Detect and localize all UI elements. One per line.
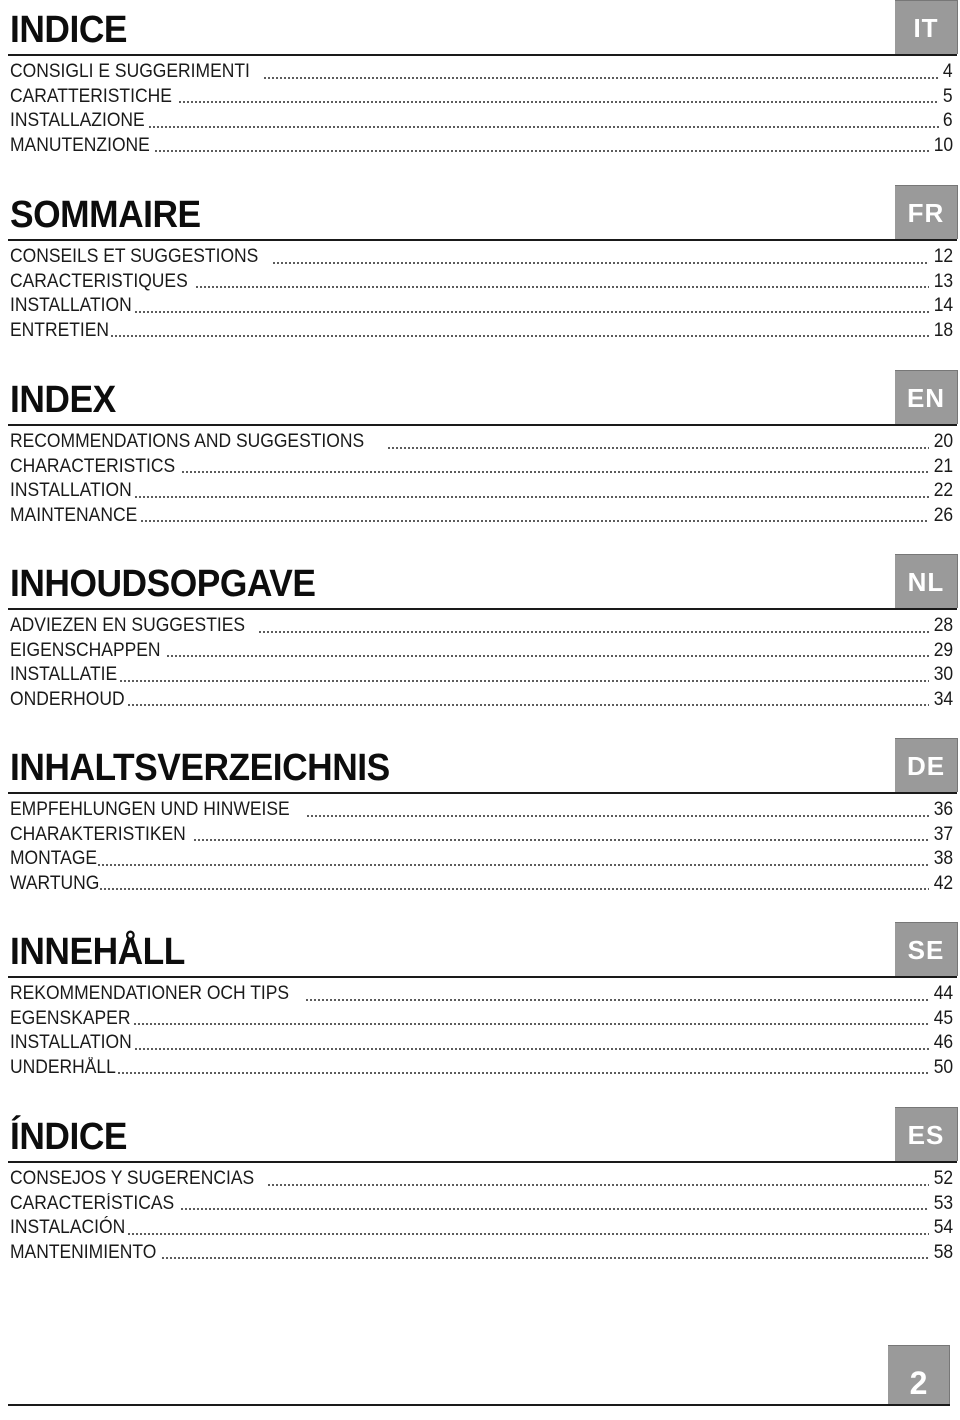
toc-entry-page: 50 xyxy=(933,1056,953,1078)
dot-leader xyxy=(193,839,929,841)
toc-entry-label: MANUTENZIONE xyxy=(10,134,150,156)
toc-entry-label: CONSEILS ET SUGGESTIONS xyxy=(10,246,259,267)
dot-leader xyxy=(181,471,928,473)
toc-entry-page: 30 xyxy=(933,664,953,686)
section-title: INHALTSVERZEICHNIS xyxy=(10,747,390,789)
toc-entry-label: MANTENIMIENTO xyxy=(10,1241,157,1263)
toc-section-fr xyxy=(0,185,960,345)
section-divider xyxy=(8,1161,957,1163)
dot-leader xyxy=(305,999,929,1001)
dot-leader xyxy=(110,335,929,337)
toc-entry-page: 14 xyxy=(933,295,953,317)
toc-entry-page: 13 xyxy=(933,270,953,292)
toc-entry[interactable] xyxy=(10,1192,953,1217)
toc-entry[interactable] xyxy=(10,872,953,897)
toc-entry-page: 58 xyxy=(933,1241,953,1263)
language-tab-se[interactable]: SE xyxy=(895,922,958,976)
toc-entry-page: 45 xyxy=(933,1007,953,1029)
toc-entry-page: 37 xyxy=(933,823,953,845)
toc-entry-page: 44 xyxy=(933,983,953,1004)
dot-leader xyxy=(161,1257,929,1259)
toc-entries xyxy=(10,614,953,712)
toc-entry-label: CARACTERÍSTICAS xyxy=(10,1192,175,1214)
dot-leader xyxy=(134,1048,929,1050)
toc-entry-label: MAINTENANCE xyxy=(10,504,138,526)
toc-entry-page: 34 xyxy=(933,688,953,710)
toc-section-se xyxy=(0,922,960,1082)
toc-entry[interactable] xyxy=(10,504,953,529)
toc-entries xyxy=(10,245,953,343)
toc-entry[interactable] xyxy=(10,639,953,664)
toc-entry-label: CONSIGLI E SUGGERIMENTI xyxy=(10,61,250,82)
dot-leader xyxy=(134,311,929,313)
toc-entry-page: 5 xyxy=(943,85,953,107)
toc-entry-page: 42 xyxy=(933,872,953,894)
dot-leader xyxy=(306,815,929,817)
toc-entry[interactable] xyxy=(10,847,953,872)
section-title: SOMMAIRE xyxy=(10,194,201,236)
toc-entry-label: WARTUNG xyxy=(10,872,100,894)
section-divider xyxy=(8,239,957,241)
toc-entry[interactable] xyxy=(10,319,953,344)
toc-entry-page: 4 xyxy=(943,61,953,82)
toc-entry[interactable] xyxy=(10,1241,953,1266)
toc-entry-page: 53 xyxy=(933,1192,953,1214)
toc-entry-page: 26 xyxy=(933,504,953,526)
toc-entry-label: REKOMMENDATIONER OCH TIPS xyxy=(10,983,290,1004)
toc-entries xyxy=(10,1167,953,1265)
toc-entry-label: INSTALLATION xyxy=(10,295,132,317)
toc-entry[interactable] xyxy=(10,663,953,688)
section-title: INDEX xyxy=(10,379,116,421)
language-tab-en[interactable]: EN xyxy=(895,370,958,424)
toc-entries xyxy=(10,60,953,158)
dot-leader xyxy=(180,1208,928,1210)
toc-entry[interactable] xyxy=(10,798,953,823)
toc-entry-page: 20 xyxy=(933,431,953,452)
section-title: INNEHÅLL xyxy=(10,931,185,973)
dot-leader xyxy=(154,150,929,152)
dot-leader xyxy=(178,101,939,103)
toc-entry[interactable] xyxy=(10,85,953,110)
toc-entry[interactable] xyxy=(10,1167,953,1192)
section-divider xyxy=(8,424,957,426)
toc-entry-label: INSTALLAZIONE xyxy=(10,110,145,132)
toc-entry[interactable] xyxy=(10,823,953,848)
toc-entry-page: 54 xyxy=(933,1217,953,1239)
toc-entry-label: UNDERHÅLL xyxy=(10,1056,116,1078)
toc-entry-label: EMPFEHLUNGEN UND HINWEISE xyxy=(10,799,290,820)
toc-entries xyxy=(10,430,953,528)
toc-entry-page: 29 xyxy=(933,639,953,661)
section-title: ÍNDICE xyxy=(10,1116,127,1158)
toc-entry-label: ADVIEZEN EN SUGGESTIES xyxy=(10,615,246,636)
dot-leader xyxy=(140,520,929,522)
toc-entry-page: 21 xyxy=(933,455,953,477)
toc-entry-label: INSTALLATION xyxy=(10,480,132,502)
toc-entry-label: ONDERHOUD xyxy=(10,688,125,710)
toc-entry[interactable] xyxy=(10,60,953,85)
toc-section-nl xyxy=(0,554,960,714)
dot-leader xyxy=(127,704,929,706)
toc-entry[interactable] xyxy=(10,109,953,134)
toc-entry[interactable] xyxy=(10,1216,953,1241)
toc-entry-label: EGENSKAPER xyxy=(10,1007,131,1029)
toc-entry-page: 52 xyxy=(933,1168,953,1189)
toc-entry[interactable] xyxy=(10,134,953,159)
language-tab-de[interactable]: DE xyxy=(895,738,958,792)
toc-entry-label: RECOMMENDATIONS AND SUGGESTIONS xyxy=(10,431,365,452)
toc-entry[interactable] xyxy=(10,479,953,504)
language-tab-it[interactable]: IT xyxy=(895,0,958,54)
dot-leader xyxy=(166,655,929,657)
toc-entry-label: CARACTERISTIQUES xyxy=(10,270,188,292)
toc-entry-page: 46 xyxy=(933,1032,953,1054)
toc-section-it xyxy=(0,0,960,160)
toc-section-es xyxy=(0,1107,960,1267)
toc-entry[interactable] xyxy=(10,430,953,455)
toc-entry-label: CHARAKTERISTIKEN xyxy=(10,823,186,845)
toc-section-de xyxy=(0,738,960,898)
dot-leader xyxy=(267,1184,928,1186)
dot-leader xyxy=(195,286,929,288)
toc-entry-page: 18 xyxy=(933,319,953,341)
dot-leader xyxy=(387,447,929,449)
toc-entry-label: ENTRETIEN xyxy=(10,319,110,341)
toc-entry[interactable] xyxy=(10,294,953,319)
dot-leader xyxy=(117,1072,929,1074)
toc-entry-label: CONSEJOS Y SUGERENCIAS xyxy=(10,1168,255,1189)
dot-leader xyxy=(119,680,929,682)
toc-entry-label: EIGENSCHAPPEN xyxy=(10,639,161,661)
language-tab-nl[interactable]: NL xyxy=(895,554,958,608)
toc-entry-label: MONTAGE xyxy=(10,848,98,870)
dot-leader xyxy=(272,262,929,264)
toc-entry[interactable] xyxy=(10,270,953,295)
toc-entry-page: 36 xyxy=(933,799,953,820)
dot-leader xyxy=(134,496,929,498)
language-tab-fr[interactable]: FR xyxy=(895,185,958,239)
dot-leader xyxy=(127,1233,929,1235)
toc-entries xyxy=(10,798,953,896)
toc-entry[interactable] xyxy=(10,1007,953,1032)
dot-leader xyxy=(263,77,940,79)
toc-entries xyxy=(10,982,953,1080)
section-divider xyxy=(8,792,957,794)
toc-entry[interactable] xyxy=(10,1056,953,1081)
language-tab-es[interactable]: ES xyxy=(895,1107,958,1161)
toc-entry[interactable] xyxy=(10,614,953,639)
toc-entry[interactable] xyxy=(10,455,953,480)
toc-entry-page: 28 xyxy=(933,615,953,636)
dot-leader xyxy=(148,126,939,128)
toc-entry-label: INSTALLATION xyxy=(10,1032,132,1054)
section-divider xyxy=(8,976,957,978)
toc-entry-label: INSTALLATIE xyxy=(10,664,118,686)
toc-section-en xyxy=(0,370,960,530)
section-title: INHOUDSOPGAVE xyxy=(10,563,316,605)
dot-leader xyxy=(258,631,929,633)
footer-divider xyxy=(8,1404,950,1406)
toc-entry[interactable] xyxy=(10,982,953,1007)
toc-entry-label: CARATTERISTICHE xyxy=(10,85,172,107)
toc-entry-page: 10 xyxy=(933,134,953,156)
dot-leader xyxy=(133,1023,929,1025)
toc-entry-page: 6 xyxy=(943,110,953,132)
section-divider xyxy=(8,608,957,610)
toc-entry-label: INSTALACIÓN xyxy=(10,1217,126,1239)
toc-entry-label: CHARACTERISTICS xyxy=(10,455,176,477)
dot-leader xyxy=(97,864,929,866)
toc-entry[interactable] xyxy=(10,688,953,713)
toc-entry[interactable] xyxy=(10,245,953,270)
toc-entry-page: 38 xyxy=(933,848,953,870)
section-title: INDICE xyxy=(10,9,127,51)
page-number: 2 xyxy=(888,1345,950,1405)
toc-entry-page: 22 xyxy=(933,480,953,502)
dot-leader xyxy=(99,888,929,890)
toc-entry[interactable] xyxy=(10,1031,953,1056)
section-divider xyxy=(8,54,957,56)
toc-entry-page: 12 xyxy=(933,246,953,267)
